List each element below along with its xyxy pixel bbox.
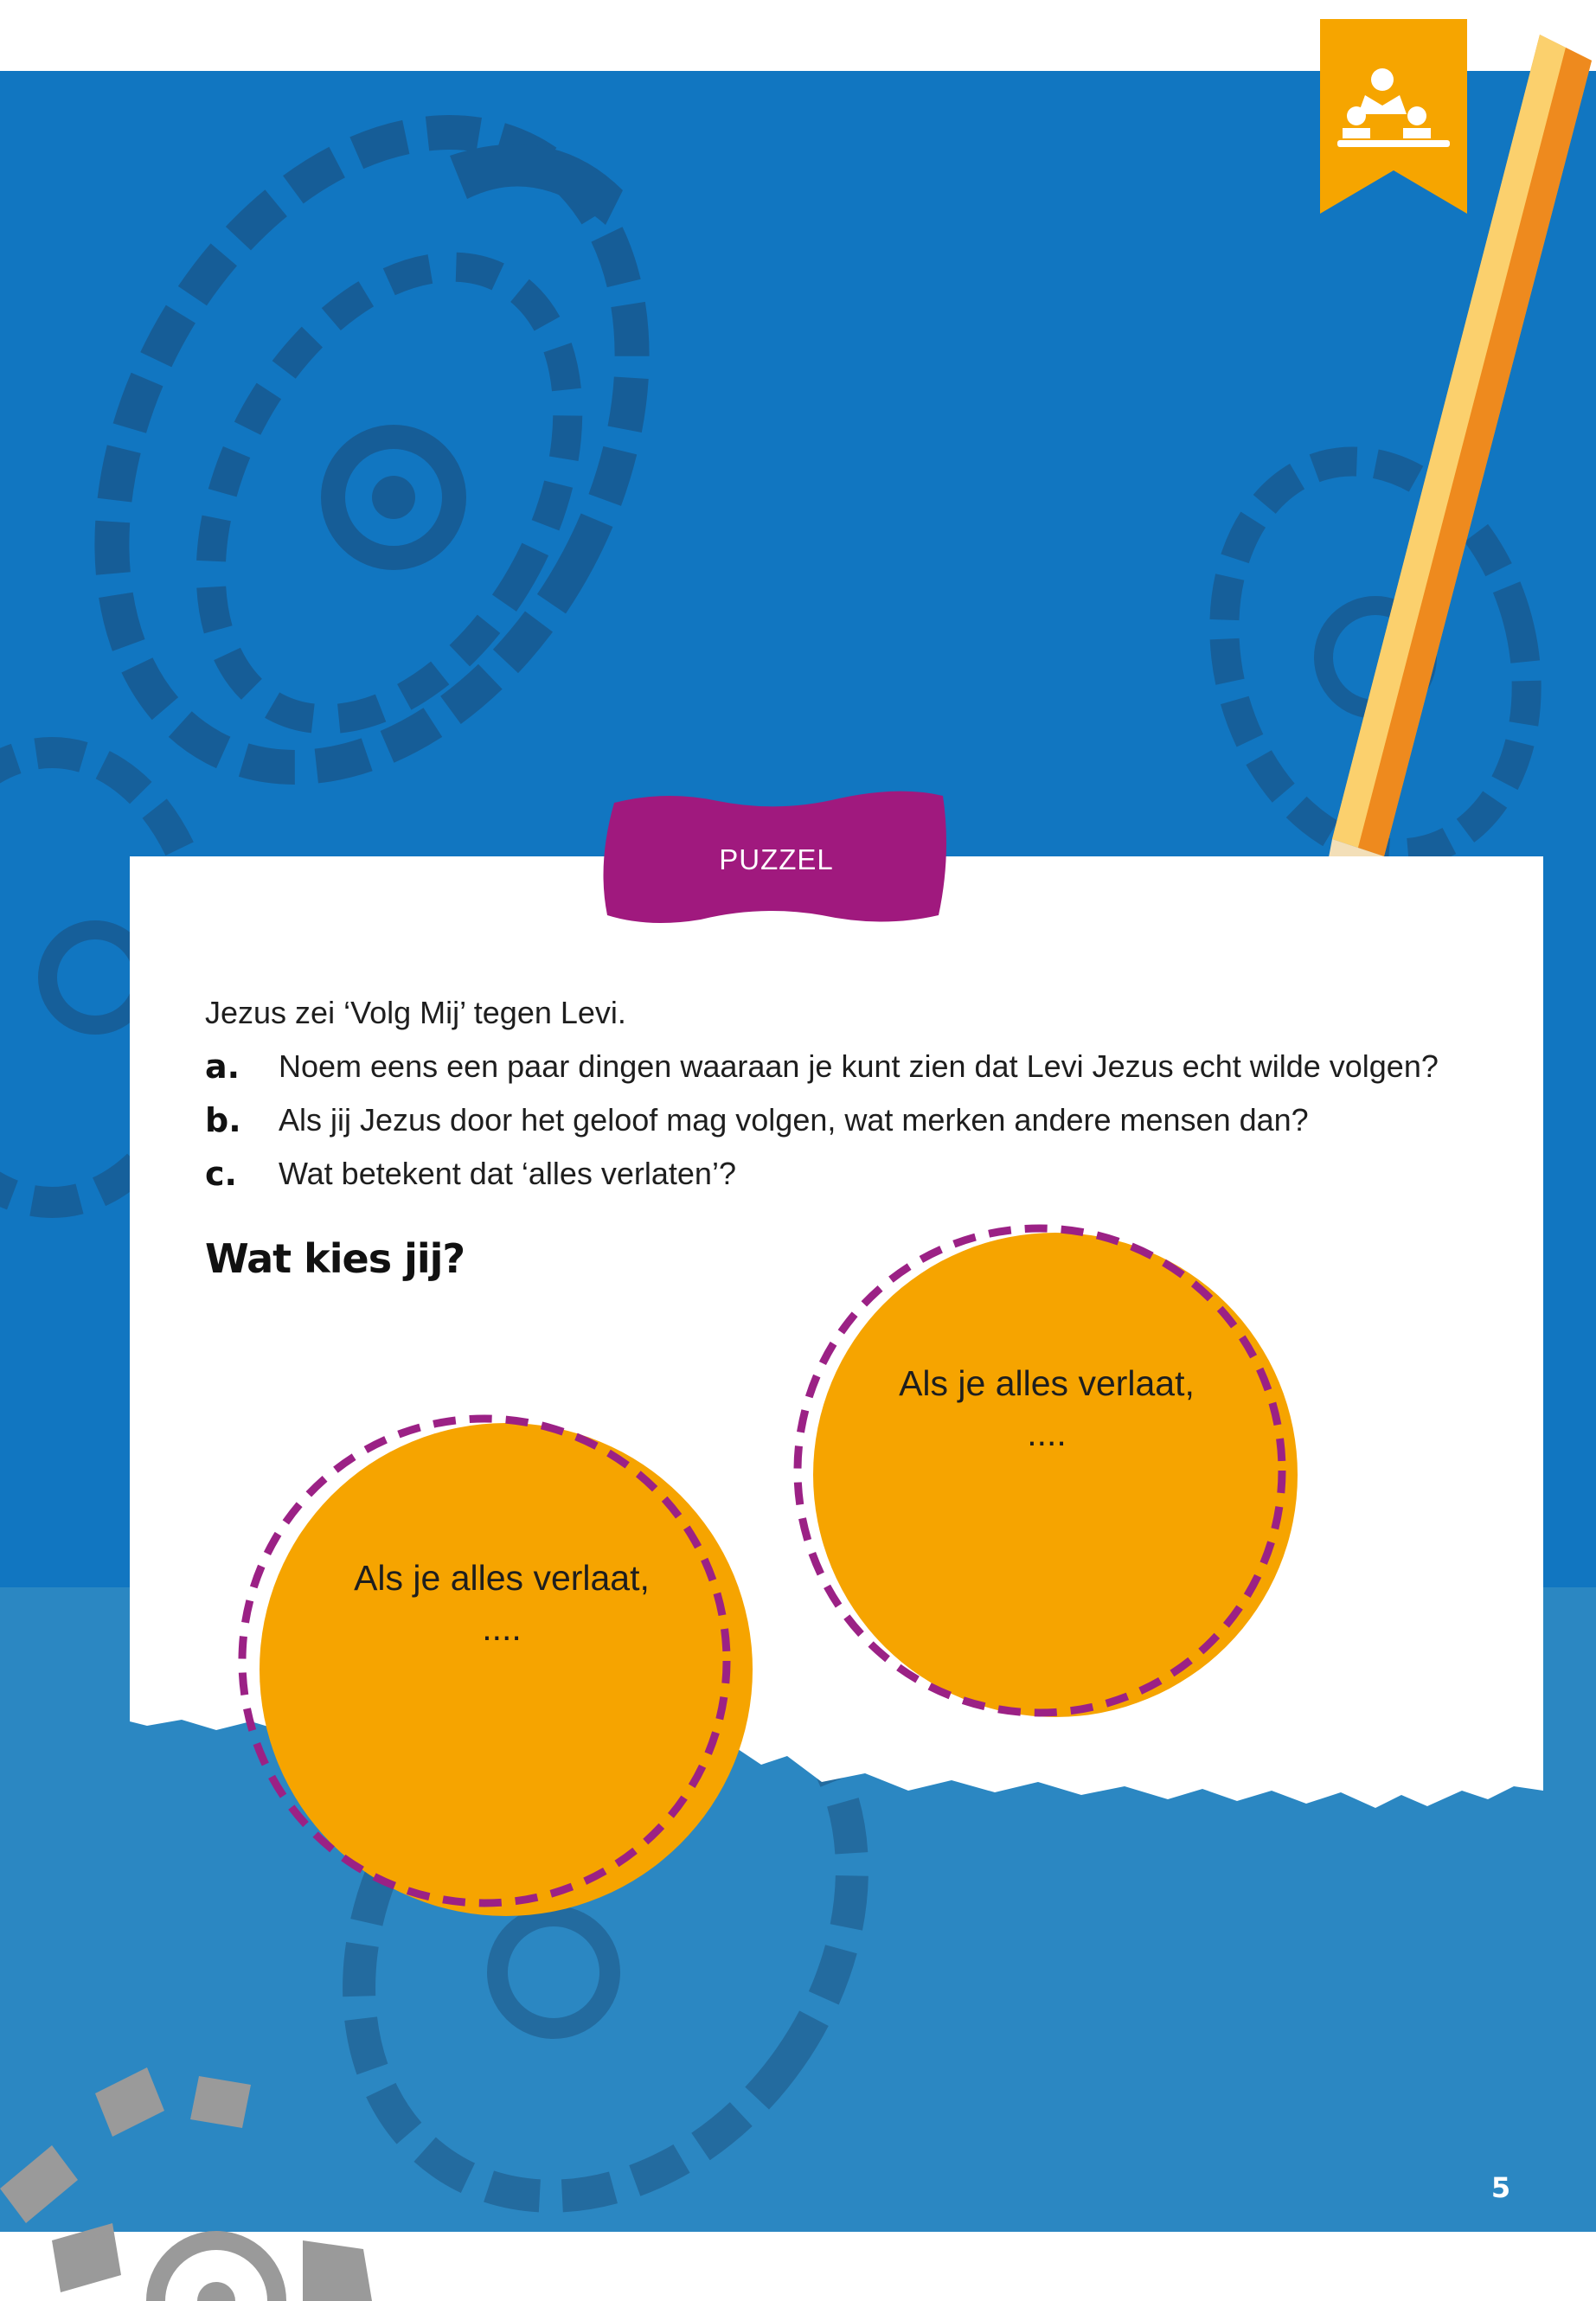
prompt-line: Als je alles verlaat, xyxy=(899,1363,1195,1403)
question-letter: a. xyxy=(205,1048,240,1086)
answer-prompt-left xyxy=(294,1553,709,1653)
intro-text: Jezus zei ‘Volg Mij’ tegen Levi. xyxy=(205,995,626,1030)
question-item xyxy=(205,1147,1503,1201)
prompt-ellipsis: .... xyxy=(1027,1413,1067,1453)
question-text: Als jij Jezus door het geloof mag volgen, wat merken andere mensen dan? xyxy=(279,1102,1309,1138)
question-item xyxy=(205,1093,1503,1147)
answer-circle-left xyxy=(234,1410,753,1929)
prompt-ellipsis: .... xyxy=(482,1608,522,1648)
section-heading: Wat kies jij? xyxy=(205,1235,465,1282)
question-item xyxy=(205,1040,1503,1093)
tag-label: PUZZEL xyxy=(719,843,834,875)
answer-prompt-right xyxy=(839,1358,1254,1458)
question-letter: b. xyxy=(205,1101,241,1139)
prompt-line: Als je alles verlaat, xyxy=(354,1558,650,1598)
question-text: Wat betekent dat ‘alles verlaten’? xyxy=(279,1156,736,1191)
page-number: 5 xyxy=(1490,2171,1511,2204)
answer-circle-right xyxy=(787,1220,1306,1730)
question-list xyxy=(205,1040,1503,1201)
question-letter: c. xyxy=(205,1155,237,1193)
question-text: Noem eens een paar dingen waaraan je kunt zien dat Levi Jezus echt wilde volgen? xyxy=(279,1048,1439,1084)
